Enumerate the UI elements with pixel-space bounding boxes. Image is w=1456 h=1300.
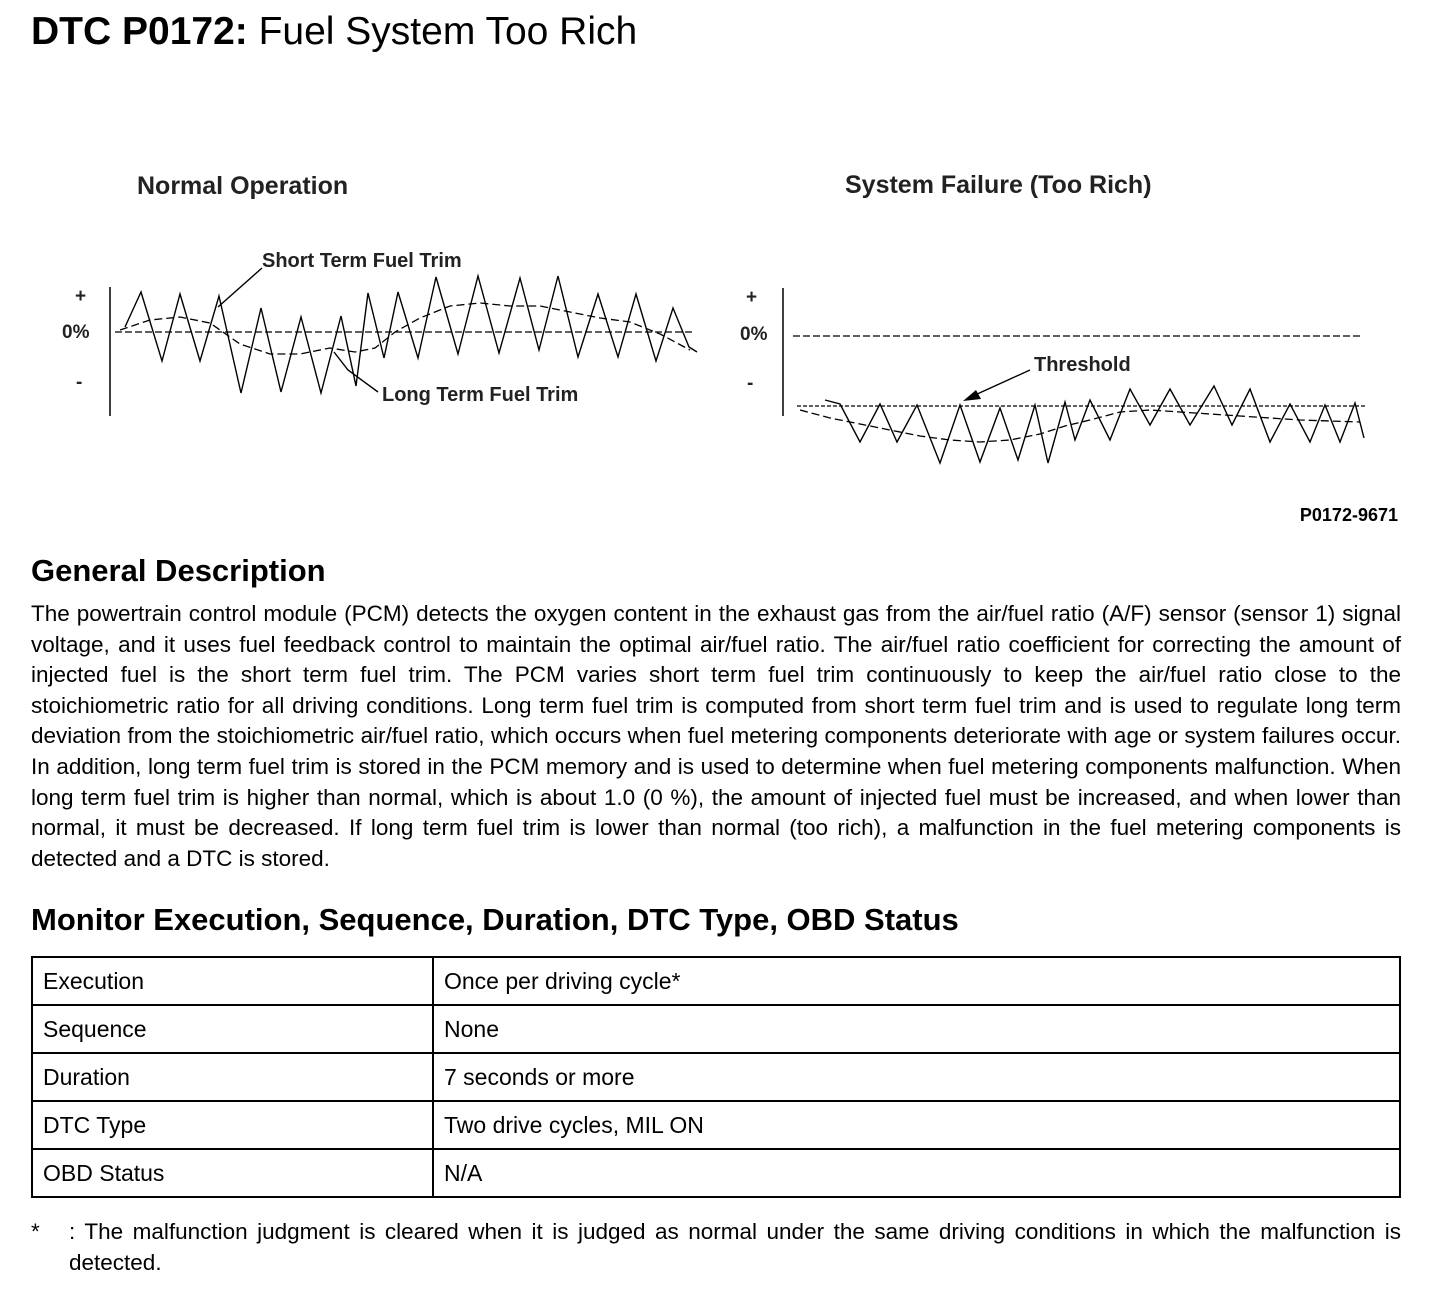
figure-code: P0172-9671 xyxy=(1299,505,1398,525)
dtc-code: DTC P0172: xyxy=(31,10,248,53)
failure-plus-label: + xyxy=(746,287,758,308)
row-value: Two drive cycles, MIL ON xyxy=(433,1101,1400,1149)
normal-minus-label: - xyxy=(76,372,83,393)
fuel-trim-diagram xyxy=(0,240,1456,490)
row-value: 7 seconds or more xyxy=(433,1053,1400,1101)
row-label: DTC Type xyxy=(32,1101,433,1149)
normal-plus-label: + xyxy=(75,286,87,307)
footnote-text: : The malfunction judgment is cleared when it is judged as normal under the same driving conditions in which the malfunction is detected. xyxy=(69,1219,1401,1275)
row-label: OBD Status xyxy=(32,1149,433,1197)
monitor-heading: Monitor Execution, Sequence, Duration, DTC Type, OBD Status xyxy=(31,902,959,937)
failure-zero-label: 0% xyxy=(740,324,768,345)
normal-operation-graph xyxy=(62,250,697,416)
monitor-table xyxy=(31,956,1401,1198)
row-label: Sequence xyxy=(32,1005,433,1053)
normal-operation-title: Normal Operation xyxy=(137,172,349,200)
table-row xyxy=(32,1053,1400,1101)
system-failure-title: System Failure (Too Rich) xyxy=(845,171,1152,199)
short-term-fuel-trim-label: Short Term Fuel Trim xyxy=(262,250,462,272)
row-label: Execution xyxy=(32,957,433,1005)
general-description-text: The powertrain control module (PCM) detects the oxygen content in the exhaust gas from the air/fuel ratio (A/F) sensor (sensor 1) signal voltage, and it uses fuel feedback control to maintain the optimal air/fuel ratio. The air/fuel ratio coefficient for correcting the amount of injected fuel is the short term fuel trim. The PCM varies short term fuel trim continuously to keep the air/fuel ratio close to the stoichiometric ratio for all driving conditions. Long term fuel trim is computed from short term fuel trim and is used to regulate long term deviation from the stoichiometric air/fuel ratio, which occurs when fuel metering components deteriorate with age or system failures occur. In addition, long term fuel trim is stored in the PCM memory and is used to determine when fuel metering components malfunction. When long term fuel trim is higher than normal, which is about 1.0 (0 %), the amount of injected fuel must be increased, and when lower than normal, it must be decreased. If long term fuel trim is lower than normal (too rich), a malfunction in the fuel metering components is detected and a DTC is stored. xyxy=(31,601,1401,871)
table-row xyxy=(32,1149,1400,1197)
table-row xyxy=(32,1005,1400,1053)
system-failure-graph xyxy=(740,287,1366,463)
failure-minus-label: - xyxy=(747,373,754,394)
table-row xyxy=(32,1101,1400,1149)
threshold-arrow-head xyxy=(963,390,981,401)
normal-long-term-trim-line xyxy=(120,303,690,354)
normal-zero-label: 0% xyxy=(62,322,90,343)
footnote-marker: * xyxy=(31,1219,40,1244)
footnote xyxy=(31,1216,1401,1278)
general-description-heading: General Description xyxy=(31,553,326,588)
page-title xyxy=(31,10,637,54)
row-value: Once per driving cycle* xyxy=(433,957,1400,1005)
threshold-callout-leader xyxy=(975,370,1030,395)
failure-short-term-trim-line xyxy=(825,386,1364,463)
normal-short-term-trim-line xyxy=(125,276,697,393)
row-label: Duration xyxy=(32,1053,433,1101)
short-term-callout-leader xyxy=(218,268,262,307)
dtc-name: Fuel System Too Rich xyxy=(258,10,638,53)
threshold-label: Threshold xyxy=(1034,354,1131,376)
row-value: None xyxy=(433,1005,1400,1053)
row-value: N/A xyxy=(433,1149,1400,1197)
long-term-fuel-trim-label: Long Term Fuel Trim xyxy=(382,384,579,406)
table-row xyxy=(32,957,1400,1005)
